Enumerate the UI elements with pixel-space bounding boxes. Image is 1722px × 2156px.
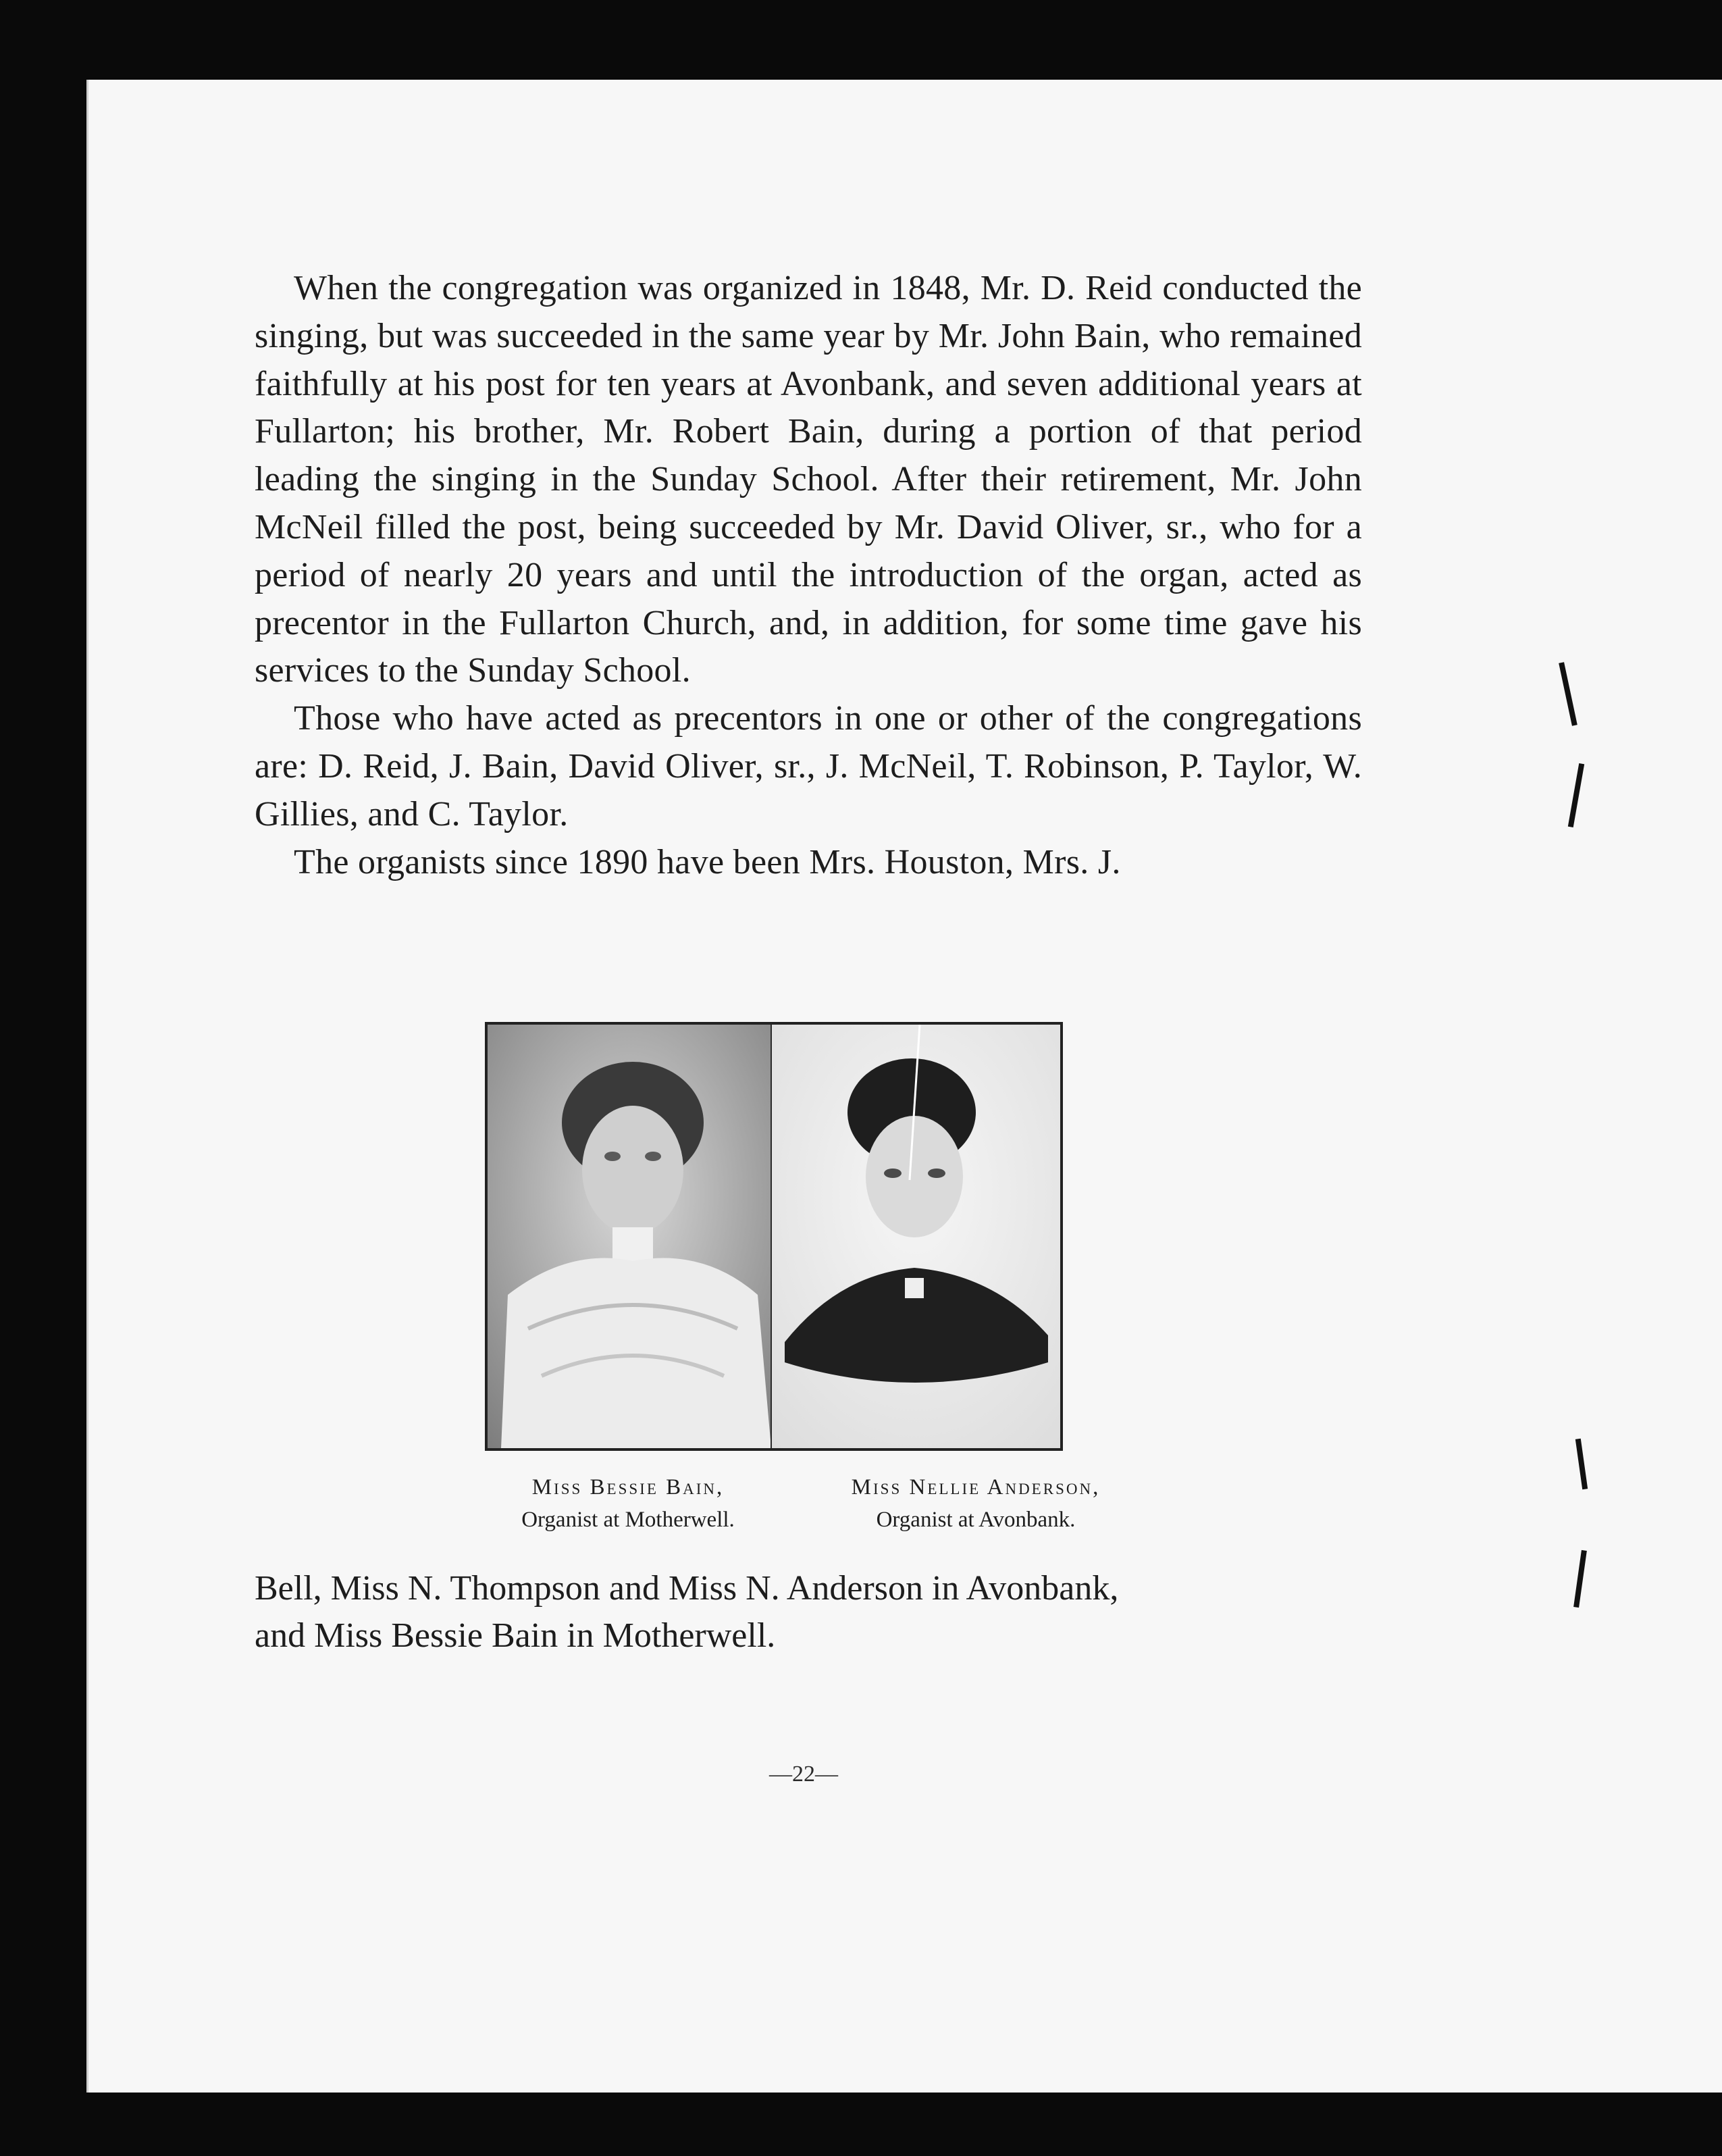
- caption-left: [459, 1471, 797, 1536]
- paragraph-organists: The organists since 1890 have been Mrs. Houston, Mrs. J.: [294, 842, 1121, 881]
- portrait-bessie-bain: [488, 1025, 771, 1448]
- body-text: [255, 265, 1362, 886]
- continuation-text: [255, 1565, 1362, 1660]
- paragraph-precentors-history: When the congregation was organized in 1848, Mr. D. Reid conducted the singing, but was succeeded in the same year by Mr. John Bain, who remained faithfully at his post for ten years at Avonbank, and seven additional years at Fullarton; his brother, Mr. Robert Bain, during a portion of that period leading the singing in the Sunday School. After their retirement, Mr. John McNeil filled the post, being succeeded by Mr. David Oliver, sr., who for a period of nearly 20 years and until the introduction of the organ, acted as precentor in the Fullarton Church, and, in addition, for some time gave his services to the Sunday School.: [255, 269, 1362, 690]
- caption-right: [807, 1471, 1145, 1536]
- caption-right-role: Organist at Avonbank.: [876, 1508, 1076, 1532]
- page-number-value: 22: [792, 1762, 815, 1787]
- portrait-nellie-anderson: [771, 1025, 1060, 1448]
- paragraph-precentors-list: Those who have acted as precentors in one or other of the congregations are: D. Reid, J. Bain, David Oliver, sr., J. McNeil, T. Robinson, P. Taylor, W. Gillies, and C. Taylor.: [255, 699, 1362, 833]
- continuation-line-1: Bell, Miss N. Thompson and Miss N. Anderson in Avonbank,: [255, 1569, 1119, 1608]
- portrait-image: [488, 1025, 1060, 1448]
- page-number: —22—: [769, 1762, 838, 1787]
- continuation-line-2: and Miss Bessie Bain in Motherwell.: [255, 1616, 776, 1655]
- caption-left-role: Organist at Motherwell.: [521, 1508, 735, 1532]
- caption-right-name: Miss Nellie Anderson,: [851, 1475, 1101, 1499]
- portrait-photographs: [485, 1022, 1063, 1451]
- caption-left-name: Miss Bessie Bain,: [531, 1475, 725, 1499]
